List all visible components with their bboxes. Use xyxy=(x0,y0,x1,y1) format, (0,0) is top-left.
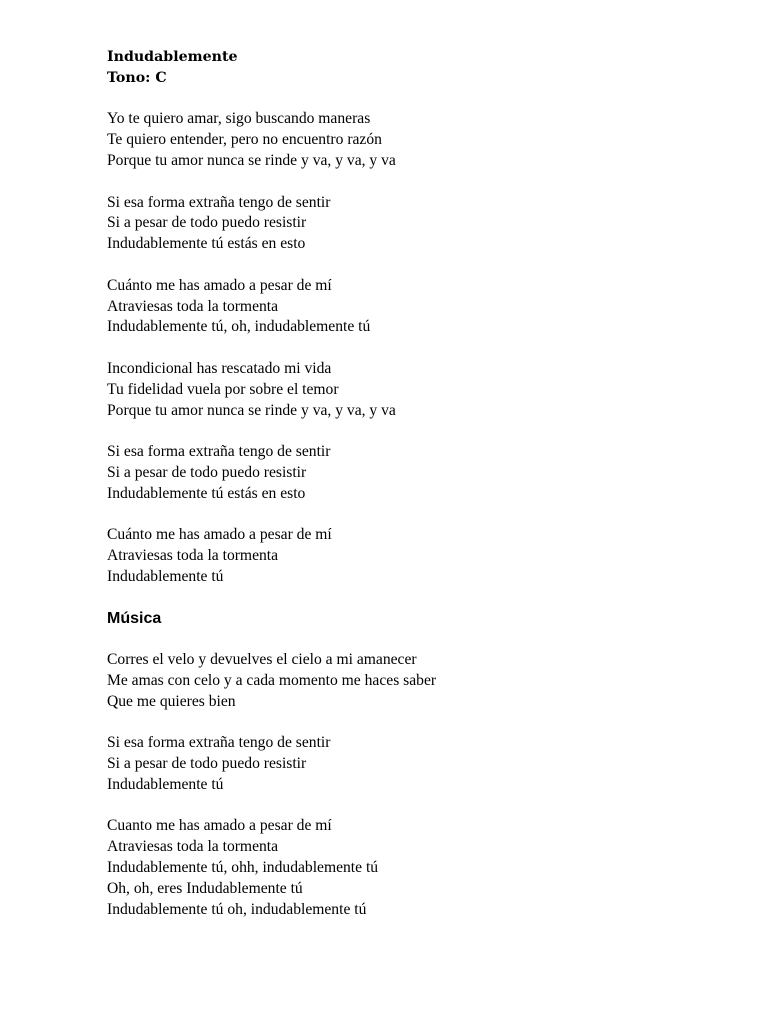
stanzas-before xyxy=(107,109,727,587)
lyric-line: Atraviesas toda la tormenta xyxy=(107,838,279,856)
lyric-line: Que me quieres bien xyxy=(107,692,236,710)
stanza xyxy=(107,733,727,795)
lyric-line: Atraviesas toda la tormenta xyxy=(107,547,279,565)
lyrics-document xyxy=(107,47,727,920)
lyric-line: Incondicional has rescatado mi vida xyxy=(107,359,332,377)
song-title: Indudablemente xyxy=(107,49,238,65)
stanza xyxy=(107,816,727,920)
lyric-line: Oh, oh, eres Indudablemente tú xyxy=(107,879,303,897)
lyric-line: Porque tu amor nunca se rinde y va, y va, y va xyxy=(107,401,396,419)
lyric-line: Indudablemente tú xyxy=(107,567,224,585)
lyric-line: Te quiero entender, pero no encuentro razón xyxy=(107,131,382,149)
lyric-line: Si esa forma extraña tengo de sentir xyxy=(107,193,331,211)
lyric-line: Si esa forma extraña tengo de sentir xyxy=(107,443,331,461)
lyric-line: Yo te quiero amar, sigo buscando maneras xyxy=(107,110,371,128)
stanza xyxy=(107,276,727,338)
section-heading: Música xyxy=(107,609,162,627)
stanza xyxy=(107,193,727,255)
stanza xyxy=(107,109,727,171)
stanza xyxy=(107,359,727,421)
stanza xyxy=(107,525,727,587)
stanza xyxy=(107,442,727,504)
lyric-line: Cuánto me has amado a pesar de mí xyxy=(107,526,332,544)
lyric-line: Si a pesar de todo puedo resistir xyxy=(107,463,307,481)
lyric-line: Porque tu amor nunca se rinde y va, y va, y va xyxy=(107,151,396,169)
lyric-line: Indudablemente tú, ohh, indudablemente tú xyxy=(107,859,379,877)
lyric-line: Indudablemente tú, oh, indudablemente tú xyxy=(107,318,371,336)
lyric-line: Si esa forma extraña tengo de sentir xyxy=(107,734,331,752)
lyric-line: Cuanto me has amado a pesar de mí xyxy=(107,817,332,835)
lyric-line: Indudablemente tú xyxy=(107,775,224,793)
lyric-line: Tu fidelidad vuela por sobre el temor xyxy=(107,380,339,398)
stanza xyxy=(107,650,727,712)
lyric-line: Si a pesar de todo puedo resistir xyxy=(107,214,307,232)
song-key: Tono: C xyxy=(107,69,167,86)
lyric-line: Indudablemente tú estás en esto xyxy=(107,484,306,502)
stanzas-after xyxy=(107,650,727,920)
lyric-line: Si a pesar de todo puedo resistir xyxy=(107,755,307,773)
lyric-line: Corres el velo y devuelves el cielo a mi amanecer xyxy=(107,651,417,669)
lyric-line: Cuánto me has amado a pesar de mí xyxy=(107,276,332,294)
lyric-line: Indudablemente tú oh, indudablemente tú xyxy=(107,900,367,918)
lyric-line: Me amas con celo y a cada momento me haces saber xyxy=(107,671,437,689)
lyric-line: Indudablemente tú estás en esto xyxy=(107,235,306,253)
lyric-line: Atraviesas toda la tormenta xyxy=(107,297,279,315)
